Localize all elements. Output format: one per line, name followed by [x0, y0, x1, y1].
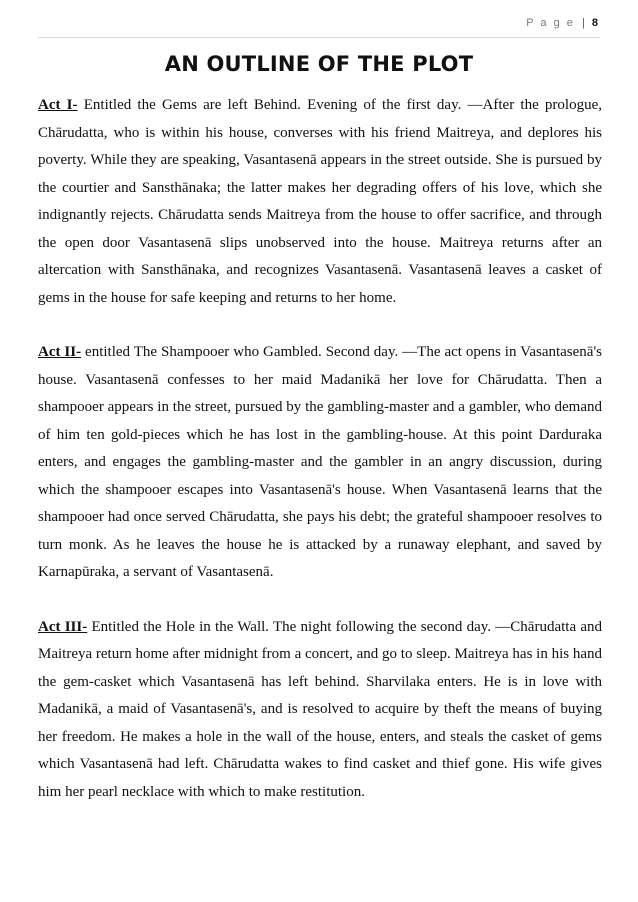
act-3-label: Act III-	[38, 618, 88, 635]
page-title: AN OUTLINE OF THE PLOT	[164, 52, 474, 76]
page-separator: |	[581, 17, 585, 29]
act-3-text: Entitled the Hole in the Wall. The night following the second day. —Chārudatta and Maitreya return home after midnight from a concert, and go to sleep. Maitreya has in his hand the gem-casket which Vasantasenā has left behind. Sharvilaka enters. He is in love with Madanikā, a maid of Vasantasenā's, and is resolved to acquire by theft the means of buying her freedom. He makes a hole in the wall of the house, enters, and steals the casket of gems which Vasantasenā had left. Chārudatta wakes to find casket and thief gone. His wife gives him her pearl necklace with which to make restitution.	[38, 618, 602, 800]
page-label: P a g e	[526, 17, 575, 29]
act-1-text: Entitled the Gems are left Behind. Evening of the first day. —After the prologue, Chārudatta, who is within his house, converses with his friend Maitreya, and deplores his poverty. While they are speaking, Vasantasenā appears in the street outside. She is pursued by the courtier and Sansthānaka; the latter makes her degrading offers of his love, which she indignantly rejects. Chārudatta sends Maitreya from the house to offer sacrifice, and through the open door Vasantasenā slips unobserved into the house. Maitreya returns after an altercation with Sansthānaka, and recognizes Vasantasenā. Vasantasenā leaves a casket of gems in the house for safe keeping and returns to her home.	[38, 97, 602, 306]
act-2-label: Act II-	[38, 344, 82, 360]
act-2-text: entitled The Shampooer who Gambled. Second day. —The act opens in Vasantasenā's house. Vasantasenā confesses to her maid Madanikā her love for Chārudatta. Then a shampooer appears in the street, pursued by the gambling-master and a gambler, who demand of him ten gold-pieces which he has lost in the gambling-house. At this point Darduraka enters, and engages the gambling-master and the gambler in an angry discussion, during which the shampooer escapes into Vasantasenā's house. When Vasantasenā learns that the shampooer had once served Chārudatta, she pays his debt; the grateful shampooer resolves to turn monk. As he leaves the house he is attacked by a runaway elephant, and saved by Karnapūraka, a servant of Vasantasenā.	[38, 344, 602, 580]
page-header	[526, 17, 598, 29]
act-3-paragraph	[38, 614, 602, 807]
document-body	[38, 92, 602, 806]
act-1-label: Act I-	[38, 97, 78, 113]
act-1-paragraph	[38, 92, 602, 312]
page-number: 8	[591, 17, 598, 29]
header-divider	[38, 37, 600, 38]
act-2-paragraph	[38, 339, 602, 587]
